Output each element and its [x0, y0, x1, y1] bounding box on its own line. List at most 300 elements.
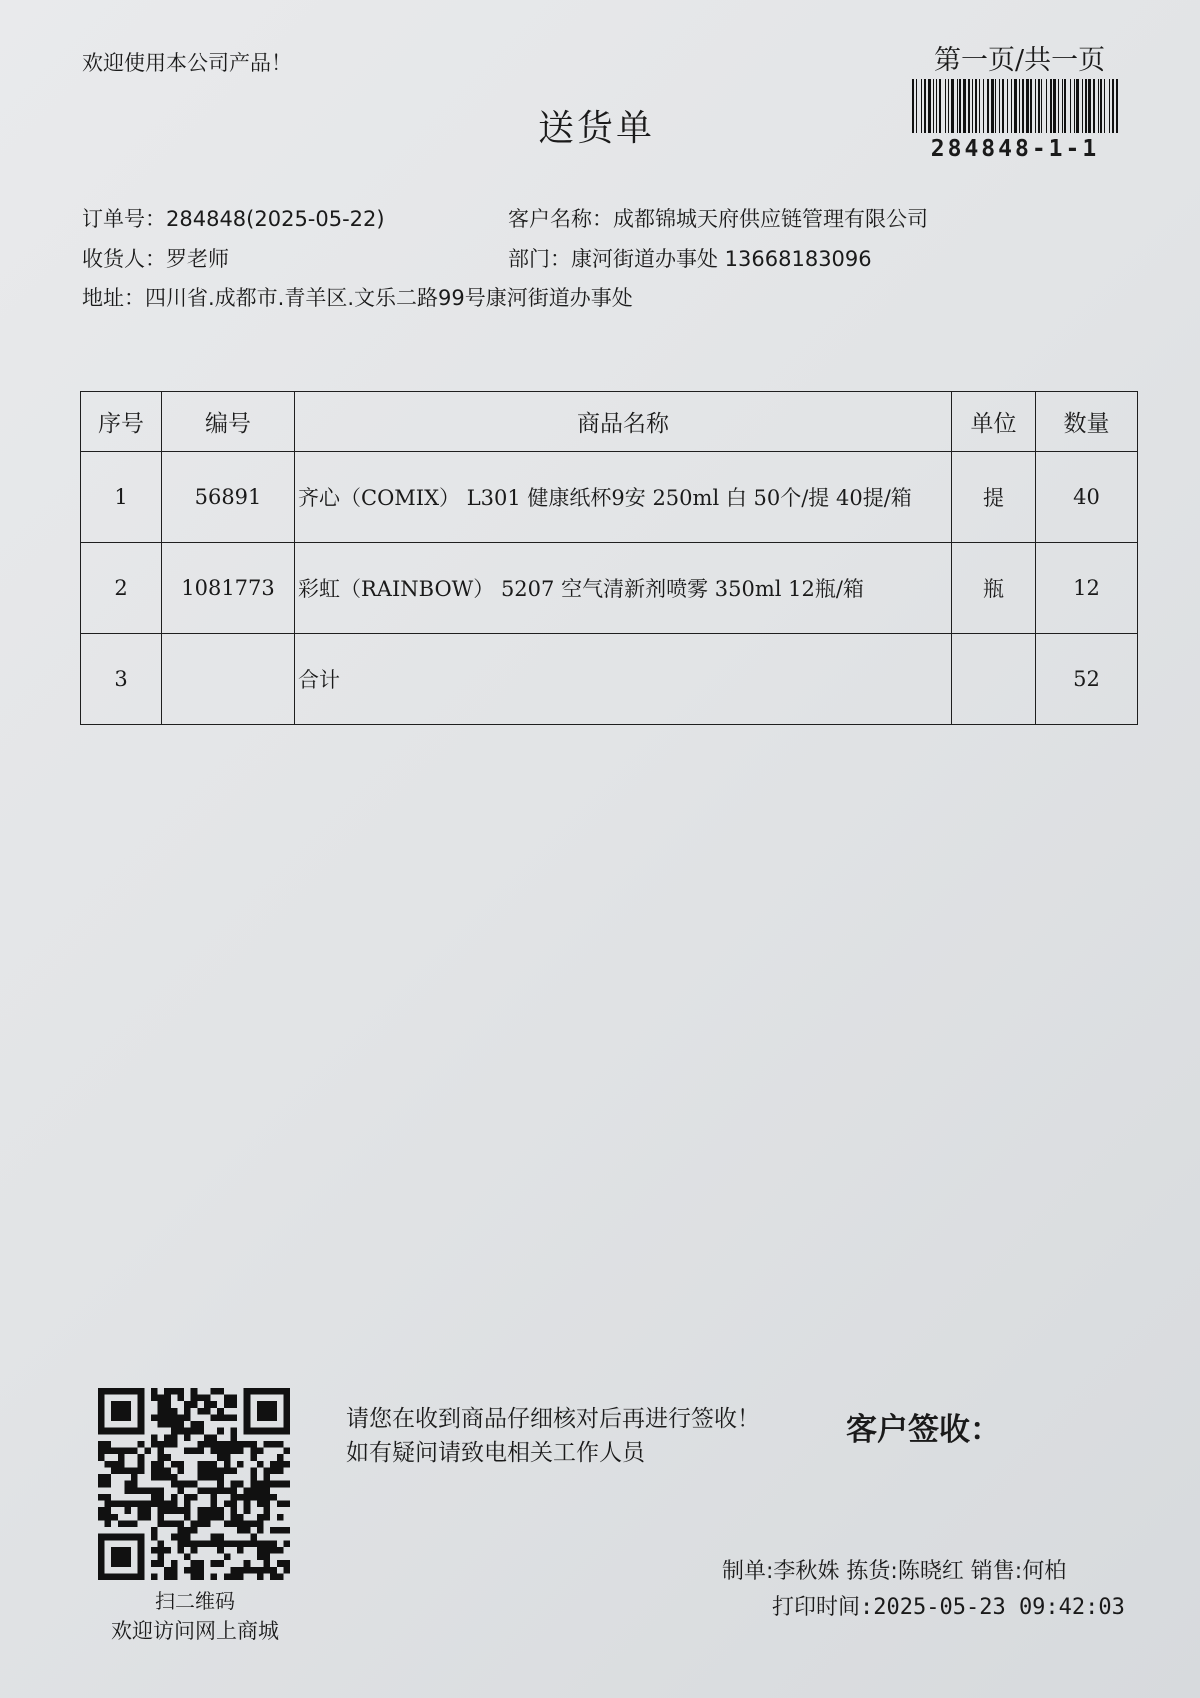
qr-module	[105, 1448, 112, 1455]
qr-module	[230, 1520, 237, 1527]
qr-module	[237, 1567, 244, 1574]
qr-module	[244, 1501, 251, 1508]
qr-module	[184, 1408, 191, 1415]
qr-module	[158, 1414, 165, 1421]
qr-module	[191, 1520, 198, 1527]
qr-module	[138, 1441, 145, 1448]
barcode-bar	[1022, 79, 1024, 133]
qr-module	[124, 1534, 131, 1541]
qr-module	[250, 1481, 257, 1488]
qr-module	[151, 1573, 158, 1580]
qr-module	[257, 1461, 264, 1468]
qr-module	[230, 1434, 237, 1441]
qr-module	[204, 1434, 211, 1441]
qr-module	[177, 1395, 184, 1402]
qr-module	[158, 1474, 165, 1481]
row-unit: 提	[952, 452, 1036, 543]
qr-module	[118, 1520, 125, 1527]
qr-module	[158, 1467, 165, 1474]
qr-module	[111, 1414, 118, 1421]
qr-module	[197, 1395, 204, 1402]
qr-module	[244, 1494, 251, 1501]
qr-module	[224, 1448, 231, 1455]
barcode-bar	[1109, 79, 1110, 133]
qr-module	[250, 1428, 257, 1435]
qr-module	[264, 1554, 271, 1561]
qr-module	[131, 1481, 138, 1488]
qr-module	[250, 1540, 257, 1547]
qr-module	[224, 1573, 231, 1580]
qr-module	[118, 1501, 125, 1508]
qr-module	[138, 1454, 145, 1461]
qr-module	[230, 1395, 237, 1402]
qr-module	[111, 1467, 118, 1474]
row-code: 56891	[162, 452, 295, 543]
department-phone: 部门：康河街道办事处 13668183096	[508, 247, 872, 271]
qr-module	[211, 1560, 218, 1567]
qr-module	[111, 1388, 118, 1395]
qr-module	[184, 1401, 191, 1408]
qr-module	[250, 1520, 257, 1527]
qr-module	[98, 1408, 105, 1415]
qr-module	[158, 1448, 165, 1455]
qr-module	[191, 1494, 198, 1501]
qr-module	[158, 1540, 165, 1547]
qr-module	[250, 1388, 257, 1395]
qr-module	[118, 1401, 125, 1408]
barcode-bar	[1011, 79, 1012, 133]
qr-module	[138, 1395, 145, 1402]
qr-module	[184, 1501, 191, 1508]
qr-module	[257, 1573, 264, 1580]
qr-module	[184, 1527, 191, 1534]
qr-module	[151, 1474, 158, 1481]
barcode-bar	[995, 79, 996, 133]
customer-signature-label: 客户签收：	[846, 1412, 1001, 1448]
barcode-number: 284848-1-1	[930, 136, 1100, 162]
qr-module	[98, 1401, 105, 1408]
qr-module	[164, 1414, 171, 1421]
qr-module	[211, 1461, 218, 1468]
qr-module	[204, 1520, 211, 1527]
qr-module	[283, 1421, 290, 1428]
qr-module	[138, 1560, 145, 1567]
qr-module	[171, 1434, 178, 1441]
qr-module	[158, 1501, 165, 1508]
qr-module	[211, 1501, 218, 1508]
qr-module	[124, 1573, 131, 1580]
row-code	[162, 634, 295, 725]
customer-name: 客户名称：成都锦城天府供应链管理有限公司	[508, 207, 928, 231]
qr-module	[98, 1428, 105, 1435]
barcode-bar	[924, 79, 926, 133]
qr-module	[138, 1461, 145, 1468]
barcode-bar	[1030, 79, 1032, 133]
qr-module	[118, 1534, 125, 1541]
qr-module	[138, 1414, 145, 1421]
qr-module	[98, 1573, 105, 1580]
qr-module	[191, 1448, 198, 1455]
qr-module	[191, 1560, 198, 1567]
qr-module	[264, 1428, 271, 1435]
qr-module	[171, 1573, 178, 1580]
barcode-bar	[945, 79, 946, 133]
qr-module	[244, 1560, 251, 1567]
qr-module	[171, 1534, 178, 1541]
qr-module	[224, 1467, 231, 1474]
qr-module	[111, 1401, 118, 1408]
qr-module	[138, 1467, 145, 1474]
qr-module	[184, 1448, 191, 1455]
qr-module	[124, 1414, 131, 1421]
row-unit: 瓶	[952, 543, 1036, 634]
barcode-bar	[957, 79, 958, 133]
qr-module	[164, 1507, 171, 1514]
qr-module	[111, 1408, 118, 1415]
qr-module	[171, 1494, 178, 1501]
qr-module	[237, 1573, 244, 1580]
qr-module	[171, 1507, 178, 1514]
qr-module	[197, 1487, 204, 1494]
qr-module	[177, 1547, 184, 1554]
qr-module	[124, 1467, 131, 1474]
qr-module	[158, 1554, 165, 1561]
qr-module	[283, 1560, 290, 1567]
qr-module	[264, 1414, 271, 1421]
qr-module	[224, 1401, 231, 1408]
qr-module	[257, 1540, 264, 1547]
qr-module	[277, 1388, 284, 1395]
qr-module	[138, 1547, 145, 1554]
qr-module	[264, 1481, 271, 1488]
qr-module	[171, 1388, 178, 1395]
qr-module	[250, 1487, 257, 1494]
qr-module	[230, 1501, 237, 1508]
qr-module	[151, 1395, 158, 1402]
qr-module	[171, 1428, 178, 1435]
barcode-bar	[1002, 79, 1004, 133]
qr-module	[191, 1388, 198, 1395]
qr-module	[217, 1547, 224, 1554]
qr-module	[177, 1414, 184, 1421]
qr-module	[211, 1441, 218, 1448]
qr-module	[237, 1514, 244, 1521]
barcode-bar	[1046, 79, 1047, 133]
qr-module	[124, 1520, 131, 1527]
qr-module	[111, 1461, 118, 1468]
qr-module	[277, 1428, 284, 1435]
qr-module	[204, 1540, 211, 1547]
qr-module	[217, 1441, 224, 1448]
qr-module	[230, 1494, 237, 1501]
qr-module	[151, 1494, 158, 1501]
qr-module	[164, 1434, 171, 1441]
qr-module	[144, 1507, 151, 1514]
qr-module	[197, 1540, 204, 1547]
qr-module	[171, 1520, 178, 1527]
qr-module	[98, 1554, 105, 1561]
qr-module	[257, 1527, 264, 1534]
qr-module	[111, 1448, 118, 1455]
qr-module	[244, 1507, 251, 1514]
qr-module	[164, 1421, 171, 1428]
qr-module	[211, 1534, 218, 1541]
qr-module	[151, 1534, 158, 1541]
row-unit	[952, 634, 1036, 725]
table-header-row	[81, 392, 1138, 452]
qr-module	[257, 1547, 264, 1554]
qr-module	[250, 1448, 257, 1455]
qr-module	[105, 1481, 112, 1488]
row-total-qty: 52	[1036, 634, 1138, 725]
delivery-address: 地址：四川省.成都市.青羊区.文乐二路99号康河街道办事处	[82, 286, 633, 310]
qr-module	[191, 1527, 198, 1534]
row-qty: 12	[1036, 543, 1138, 634]
qr-module	[277, 1461, 284, 1468]
qr-module	[217, 1414, 224, 1421]
qr-module	[237, 1441, 244, 1448]
qr-module	[244, 1395, 251, 1402]
qr-module	[164, 1467, 171, 1474]
qr-module	[217, 1388, 224, 1395]
qr-module	[164, 1388, 171, 1395]
header-seq: 序号	[81, 392, 162, 452]
qr-module	[244, 1401, 251, 1408]
qr-module	[177, 1388, 184, 1395]
table-row	[81, 543, 1138, 634]
welcome-text: 欢迎使用本公司产品！	[82, 51, 292, 75]
qr-module	[171, 1501, 178, 1508]
qr-code-image	[98, 1388, 290, 1580]
qr-module	[283, 1540, 290, 1547]
row-seq: 1	[81, 452, 162, 543]
header-name: 商品名称	[295, 392, 952, 452]
qr-module	[237, 1540, 244, 1547]
barcode-bar	[991, 79, 994, 133]
barcode-bar	[1007, 79, 1008, 133]
qr-module	[217, 1454, 224, 1461]
barcode-bar	[912, 79, 914, 133]
qr-module	[230, 1448, 237, 1455]
qr-module	[105, 1461, 112, 1468]
barcode-bar	[959, 79, 961, 133]
qr-module	[257, 1408, 264, 1415]
barcode-bar	[1082, 79, 1083, 133]
qr-module	[224, 1487, 231, 1494]
qr-module	[224, 1395, 231, 1402]
barcode-bar	[1035, 79, 1036, 133]
print-time: 打印时间:2025-05-23 09:42:03	[772, 1595, 1125, 1620]
qr-module	[191, 1481, 198, 1488]
qr-module	[197, 1514, 204, 1521]
qr-module	[230, 1428, 237, 1435]
qr-module	[257, 1448, 264, 1455]
qr-module	[191, 1547, 198, 1554]
qr-module	[244, 1428, 251, 1435]
qr-module	[230, 1401, 237, 1408]
barcode-bar	[936, 79, 937, 133]
qr-module	[151, 1388, 158, 1395]
qr-module	[138, 1514, 145, 1521]
qr-module	[197, 1441, 204, 1448]
qr-module	[244, 1487, 251, 1494]
qr-module	[118, 1573, 125, 1580]
qr-module	[277, 1560, 284, 1567]
qr-module	[151, 1527, 158, 1534]
qr-module	[257, 1388, 264, 1395]
qr-module	[177, 1467, 184, 1474]
qr-module	[270, 1401, 277, 1408]
barcode-bar	[963, 79, 966, 133]
qr-module	[277, 1467, 284, 1474]
qr-module	[171, 1567, 178, 1574]
qr-module	[211, 1494, 218, 1501]
qr-module	[264, 1441, 271, 1448]
qr-module	[184, 1507, 191, 1514]
qr-module	[264, 1567, 271, 1574]
qr-module	[144, 1448, 151, 1455]
qr-module	[270, 1567, 277, 1574]
qr-module	[164, 1454, 171, 1461]
barcode-bar	[975, 79, 977, 133]
qr-module	[250, 1567, 257, 1574]
qr-module	[270, 1408, 277, 1415]
qr-module	[270, 1547, 277, 1554]
qr-module	[98, 1395, 105, 1402]
qr-module	[277, 1527, 284, 1534]
row-product-name: 齐心（COMIX） L301 健康纸杯9安 250ml 白 50个/提 40提/箱	[295, 452, 952, 543]
qr-module	[197, 1567, 204, 1574]
qr-module	[191, 1567, 198, 1574]
qr-module	[118, 1554, 125, 1561]
qr-module	[164, 1441, 171, 1448]
barcode-image	[912, 79, 1118, 133]
row-seq: 3	[81, 634, 162, 725]
qr-module	[151, 1560, 158, 1567]
barcode-bar	[968, 79, 970, 133]
qr-module	[244, 1441, 251, 1448]
qr-module	[217, 1481, 224, 1488]
qr-module	[158, 1441, 165, 1448]
qr-module	[177, 1421, 184, 1428]
qr-module	[138, 1487, 145, 1494]
qr-module	[244, 1421, 251, 1428]
barcode-bar	[1070, 79, 1071, 133]
qr-module	[211, 1507, 218, 1514]
qr-module	[184, 1567, 191, 1574]
qr-module	[171, 1408, 178, 1415]
qr-module	[118, 1560, 125, 1567]
qr-module	[197, 1520, 204, 1527]
qr-module	[164, 1408, 171, 1415]
qr-module	[257, 1501, 264, 1508]
qr-module	[184, 1428, 191, 1435]
qr-module	[131, 1448, 138, 1455]
qr-module	[144, 1501, 151, 1508]
barcode-bar	[1053, 79, 1056, 133]
qr-module	[138, 1534, 145, 1541]
qr-module	[191, 1421, 198, 1428]
row-code: 1081773	[162, 543, 295, 634]
staff-line: 制单:李秋姝 拣货:陈晓红 销售:何柏	[722, 1559, 1067, 1584]
qr-module	[283, 1414, 290, 1421]
qr-module	[250, 1441, 257, 1448]
qr-module	[230, 1481, 237, 1488]
qr-module	[244, 1388, 251, 1395]
qr-module	[197, 1507, 204, 1514]
row-product-name: 彩虹（RAINBOW） 5207 空气清新剂喷雾 350ml 12瓶/箱	[295, 543, 952, 634]
qr-module	[283, 1448, 290, 1455]
qr-module	[244, 1408, 251, 1415]
qr-module	[177, 1461, 184, 1468]
qr-module	[98, 1547, 105, 1554]
qr-module	[138, 1554, 145, 1561]
barcode-bar	[1050, 79, 1052, 133]
qr-module	[98, 1494, 105, 1501]
qr-module	[105, 1501, 112, 1508]
qr-module	[151, 1441, 158, 1448]
qr-module	[197, 1573, 204, 1580]
qr-module	[250, 1467, 257, 1474]
qr-module	[250, 1494, 257, 1501]
qr-module	[98, 1534, 105, 1541]
qr-module	[230, 1514, 237, 1521]
qr-module	[270, 1388, 277, 1395]
qr-module	[171, 1474, 178, 1481]
qr-module	[230, 1487, 237, 1494]
qr-module	[131, 1573, 138, 1580]
qr-module	[98, 1567, 105, 1574]
qr-module	[270, 1527, 277, 1534]
qr-module	[217, 1534, 224, 1541]
qr-module	[283, 1428, 290, 1435]
qr-module	[184, 1514, 191, 1521]
qr-module	[250, 1534, 257, 1541]
qr-module	[217, 1560, 224, 1567]
qr-module	[164, 1501, 171, 1508]
qr-module	[131, 1501, 138, 1508]
barcode-bar	[979, 79, 980, 133]
qr-module	[124, 1560, 131, 1567]
qr-module	[257, 1520, 264, 1527]
qr-module	[158, 1395, 165, 1402]
qr-module	[158, 1514, 165, 1521]
qr-module	[118, 1408, 125, 1415]
qr-module	[98, 1540, 105, 1547]
qr-module	[118, 1467, 125, 1474]
qr-module	[197, 1421, 204, 1428]
qr-module	[270, 1467, 277, 1474]
qr-module	[277, 1454, 284, 1461]
qr-module	[98, 1514, 105, 1521]
qr-module	[111, 1428, 118, 1435]
qr-module	[237, 1527, 244, 1534]
qr-module	[224, 1540, 231, 1547]
qr-module	[283, 1395, 290, 1402]
barcode-bar	[939, 79, 941, 133]
qr-module	[230, 1441, 237, 1448]
receiver-name: 收货人：罗老师	[82, 247, 229, 271]
qr-module	[98, 1441, 105, 1448]
qr-module	[151, 1461, 158, 1468]
qr-module	[264, 1540, 271, 1547]
qr-module	[217, 1514, 224, 1521]
qr-module	[217, 1467, 224, 1474]
qr-module	[151, 1414, 158, 1421]
qr-module	[177, 1520, 184, 1527]
qr-module	[164, 1401, 171, 1408]
qr-module	[151, 1501, 158, 1508]
